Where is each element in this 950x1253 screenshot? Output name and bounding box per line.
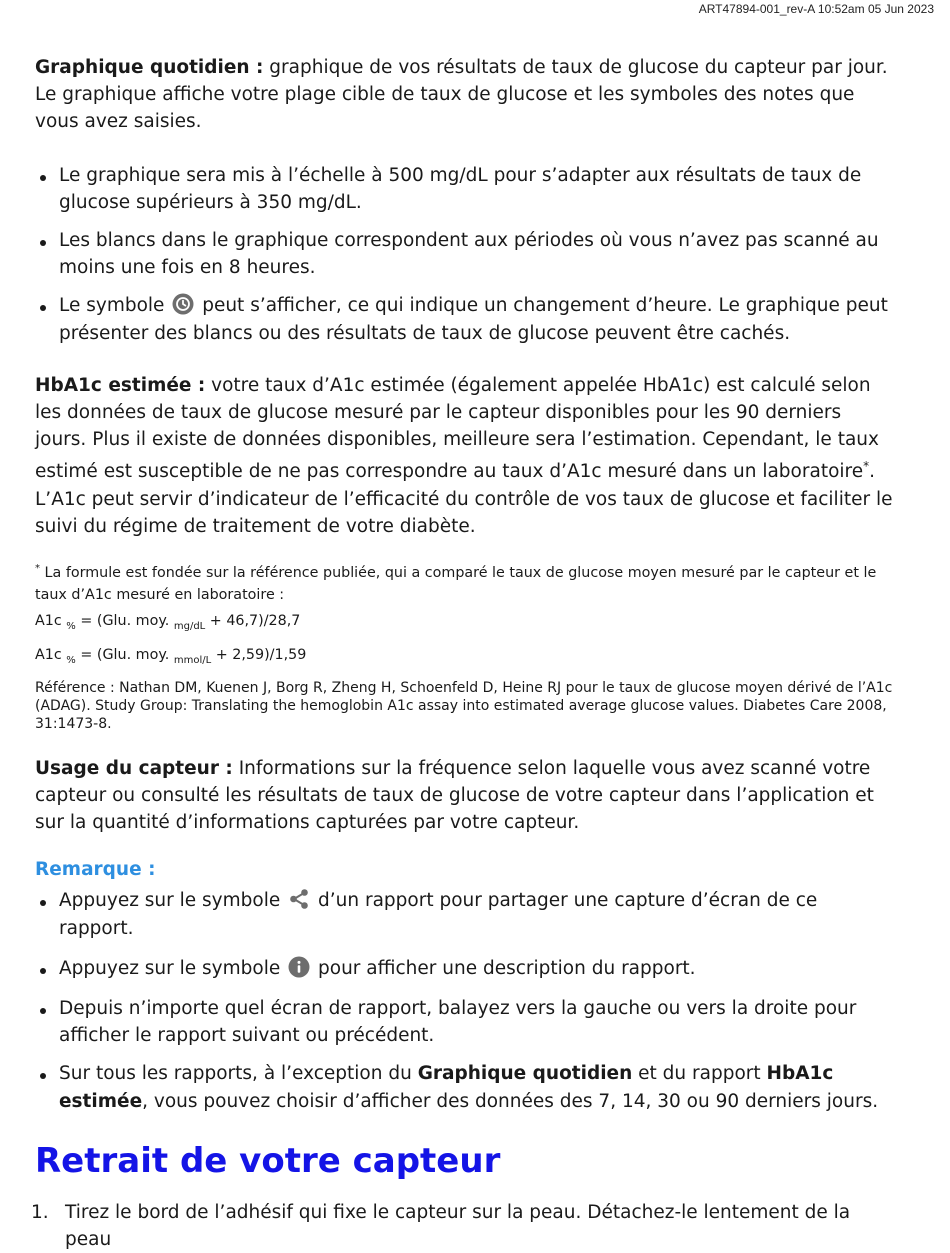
daily-graph-paragraph xyxy=(35,54,897,136)
list-item: Sur tous les rapports, à l’exception du Graphique quotidien et du rapport HbA1c estimée, vous pouvez choisir d’afficher des données des 7, 14, 30 ou 90 derniers jours. xyxy=(35,1060,897,1114)
remark-bullets xyxy=(35,887,897,1114)
sensor-usage-paragraph: Usage du capteur : Informations sur la fréquence selon laquelle vous avez scanné votre capteur ou consulté les résultats de taux de glucose de votre capteur dans l’application et sur la quantité d’informations capturées par votre capteur. xyxy=(35,757,874,834)
reference-citation: Référence : Nathan DM, Kuenen J, Borg R, Zheng H, Schoenfeld D, Heine RJ pour le taux de glucose moyen dérivé de l’A1c (ADAG). Study Group: Translating the hemoglobin A1c assay into estimated average glucose values. Diabetes Care 2008, 31:1473-8. xyxy=(35,679,893,732)
list-item: Le graphique sera mis à l’échelle à 500 mg/dL pour s’adapter aux résultats de taux de glucose supérieurs à 350 mg/dL. xyxy=(35,162,897,216)
formula-mg: A1c $_{\%}$ = (Glu. moy. $_{mg/dL}$ + 46,7)/28,7 xyxy=(35,612,301,632)
remark-title: Remarque : xyxy=(35,859,156,881)
info-icon xyxy=(288,956,310,978)
share-icon xyxy=(288,888,310,910)
step-item: 1. Tirez le bord de l’adhésif qui fixe le capteur sur la peau. Détachez-le lentement de la peau xyxy=(31,1201,851,1250)
hba1c-term: HbA1c estimée : xyxy=(35,374,206,396)
list-item: Depuis n’importe quel écran de rapport, balayez vers la gauche ou vers la droite pour afficher le rapport suivant ou précédent. xyxy=(35,995,897,1049)
document-reference-stamp: ART47894-001_rev-A 10:52am 05 Jun 2023 xyxy=(698,2,934,16)
list-item: Le symbole peut s’afficher, ce qui indique un changement d’heure. Le graphique peut présenter des blancs ou des résultats de taux de glucose peuvent être cachés. xyxy=(35,292,897,346)
list-item: Appuyez sur le symbole pour afficher une description du rapport. xyxy=(35,955,897,982)
daily-graph-term: Graphique quotidien : xyxy=(35,57,264,78)
footnote-marker: * xyxy=(863,459,870,474)
footnote: * La formule est fondée sur la référence publiée, qui a comparé le taux de glucose moyen mesuré par le capteur et le taux d’A1c mesuré en laboratoire : xyxy=(35,563,877,603)
clock-icon xyxy=(172,293,194,315)
page-content xyxy=(31,54,897,1253)
daily-graph-bullets xyxy=(35,162,897,347)
formula-mmol: A1c $_{\%}$ = (Glu. moy. $_{mmol/L}$ + 2,59)/1,59 xyxy=(35,646,307,666)
list-item: Les blancs dans le graphique correspondent aux périodes où vous n’avez pas scanné au moins une fois en 8 heures. xyxy=(35,227,897,281)
list-item: Appuyez sur le symbole d’un rapport pour partager une capture d’écran de ce rapport. xyxy=(35,887,897,941)
hba1c-paragraph: HbA1c estimée : votre taux d’A1c estimée (également appelée HbA1c) est calculé selon les données de taux de glucose mesuré par le capteur disponibles pour les 90 derniers jours. Plus il existe de données disponibles, meilleure sera l’estimation. Cependant, le taux estimé est susceptible de ne pas correspondre au taux d’A1c mesuré dans un laboratoire*. L’A1c peut servir d’indicateur de l’efficacité du contrôle de vos taux de glucose et faciliter le suivi du régime de traitement de votre diabète. xyxy=(35,374,893,537)
daily-graph-text: graphique de vos résultats de taux de glucose du capteur par jour. Le graphique affiche votre plage cible de taux de glucose et les symboles des notes que vous avez saisies. xyxy=(35,57,888,133)
removal-steps xyxy=(31,1199,897,1253)
section-title: Retrait de votre capteur xyxy=(35,1140,501,1181)
sensor-usage-term: Usage du capteur : xyxy=(35,757,233,779)
